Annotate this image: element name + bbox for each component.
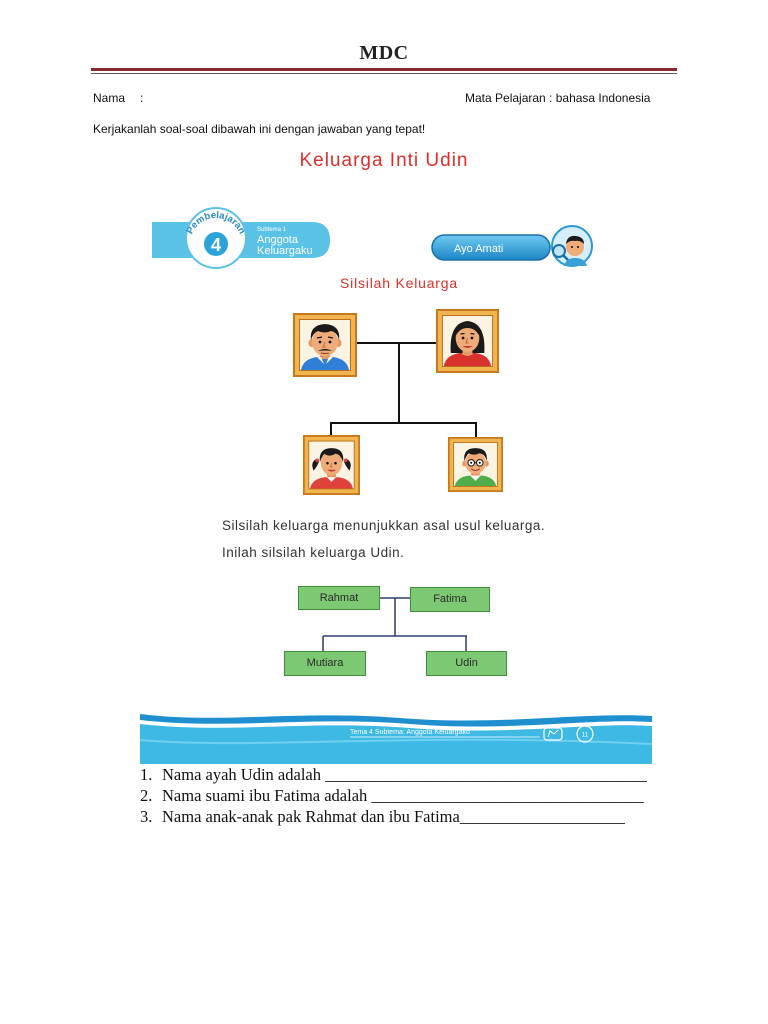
question-text: Nama ayah Udin adalah _______________________________________ (162, 765, 647, 784)
portrait-father (293, 313, 357, 377)
caption-line-2: Inilah silsilah keluarga Udin. (222, 545, 405, 560)
name-box-son: Udin (426, 651, 507, 676)
portrait-mother (436, 309, 499, 373)
tree-title: Silsilah Keluarga (340, 275, 458, 291)
question-number: 1. (140, 765, 153, 784)
question-text: Nama anak-anak pak Rahmat dan ibu Fatima____________________ (162, 807, 625, 826)
badge-line1: Anggota (257, 234, 298, 246)
name-box-daughter: Mutiara (284, 651, 366, 676)
question-text: Nama suami ibu Fatima adalah _________________________________ (162, 786, 644, 805)
portrait-son (448, 437, 503, 492)
question-number: 3. (140, 807, 153, 826)
name-label: Nama (93, 91, 126, 105)
badge-arc-text: Pembelajaran (184, 209, 248, 236)
portrait-daughter (303, 435, 360, 495)
name-box-father: Rahmat (298, 586, 380, 610)
question-1 (140, 765, 647, 785)
subject-label: Mata Pelajaran : bahasa Indonesia (465, 91, 651, 105)
caption-line-1: Silsilah keluarga menunjukkan asal usul keluarga. (222, 518, 546, 533)
name-colon: : (140, 91, 144, 105)
badge-line2: Keluargaku (257, 245, 313, 257)
badge-number: 4 (210, 235, 222, 255)
question-2 (140, 786, 644, 806)
name-box-mother: Fatima (410, 587, 490, 612)
question-3 (140, 807, 625, 827)
footer-theme-text: Tema 4 Subtema: Anggota Keluargaku (350, 729, 470, 736)
instruction-text: Kerjakanlah soal-soal dibawah ini dengan jawaban yang tepat! (93, 122, 426, 136)
badge-subtema: Subtema 1 (257, 227, 287, 233)
document-title: MDC (359, 42, 409, 64)
book-footer-wave (140, 710, 652, 764)
figure-title: Keluarga Inti Udin (299, 150, 469, 171)
question-number: 2. (140, 786, 153, 805)
ayo-amati-text: Ayo Amati (454, 243, 504, 255)
page-number: 11 (581, 731, 589, 739)
